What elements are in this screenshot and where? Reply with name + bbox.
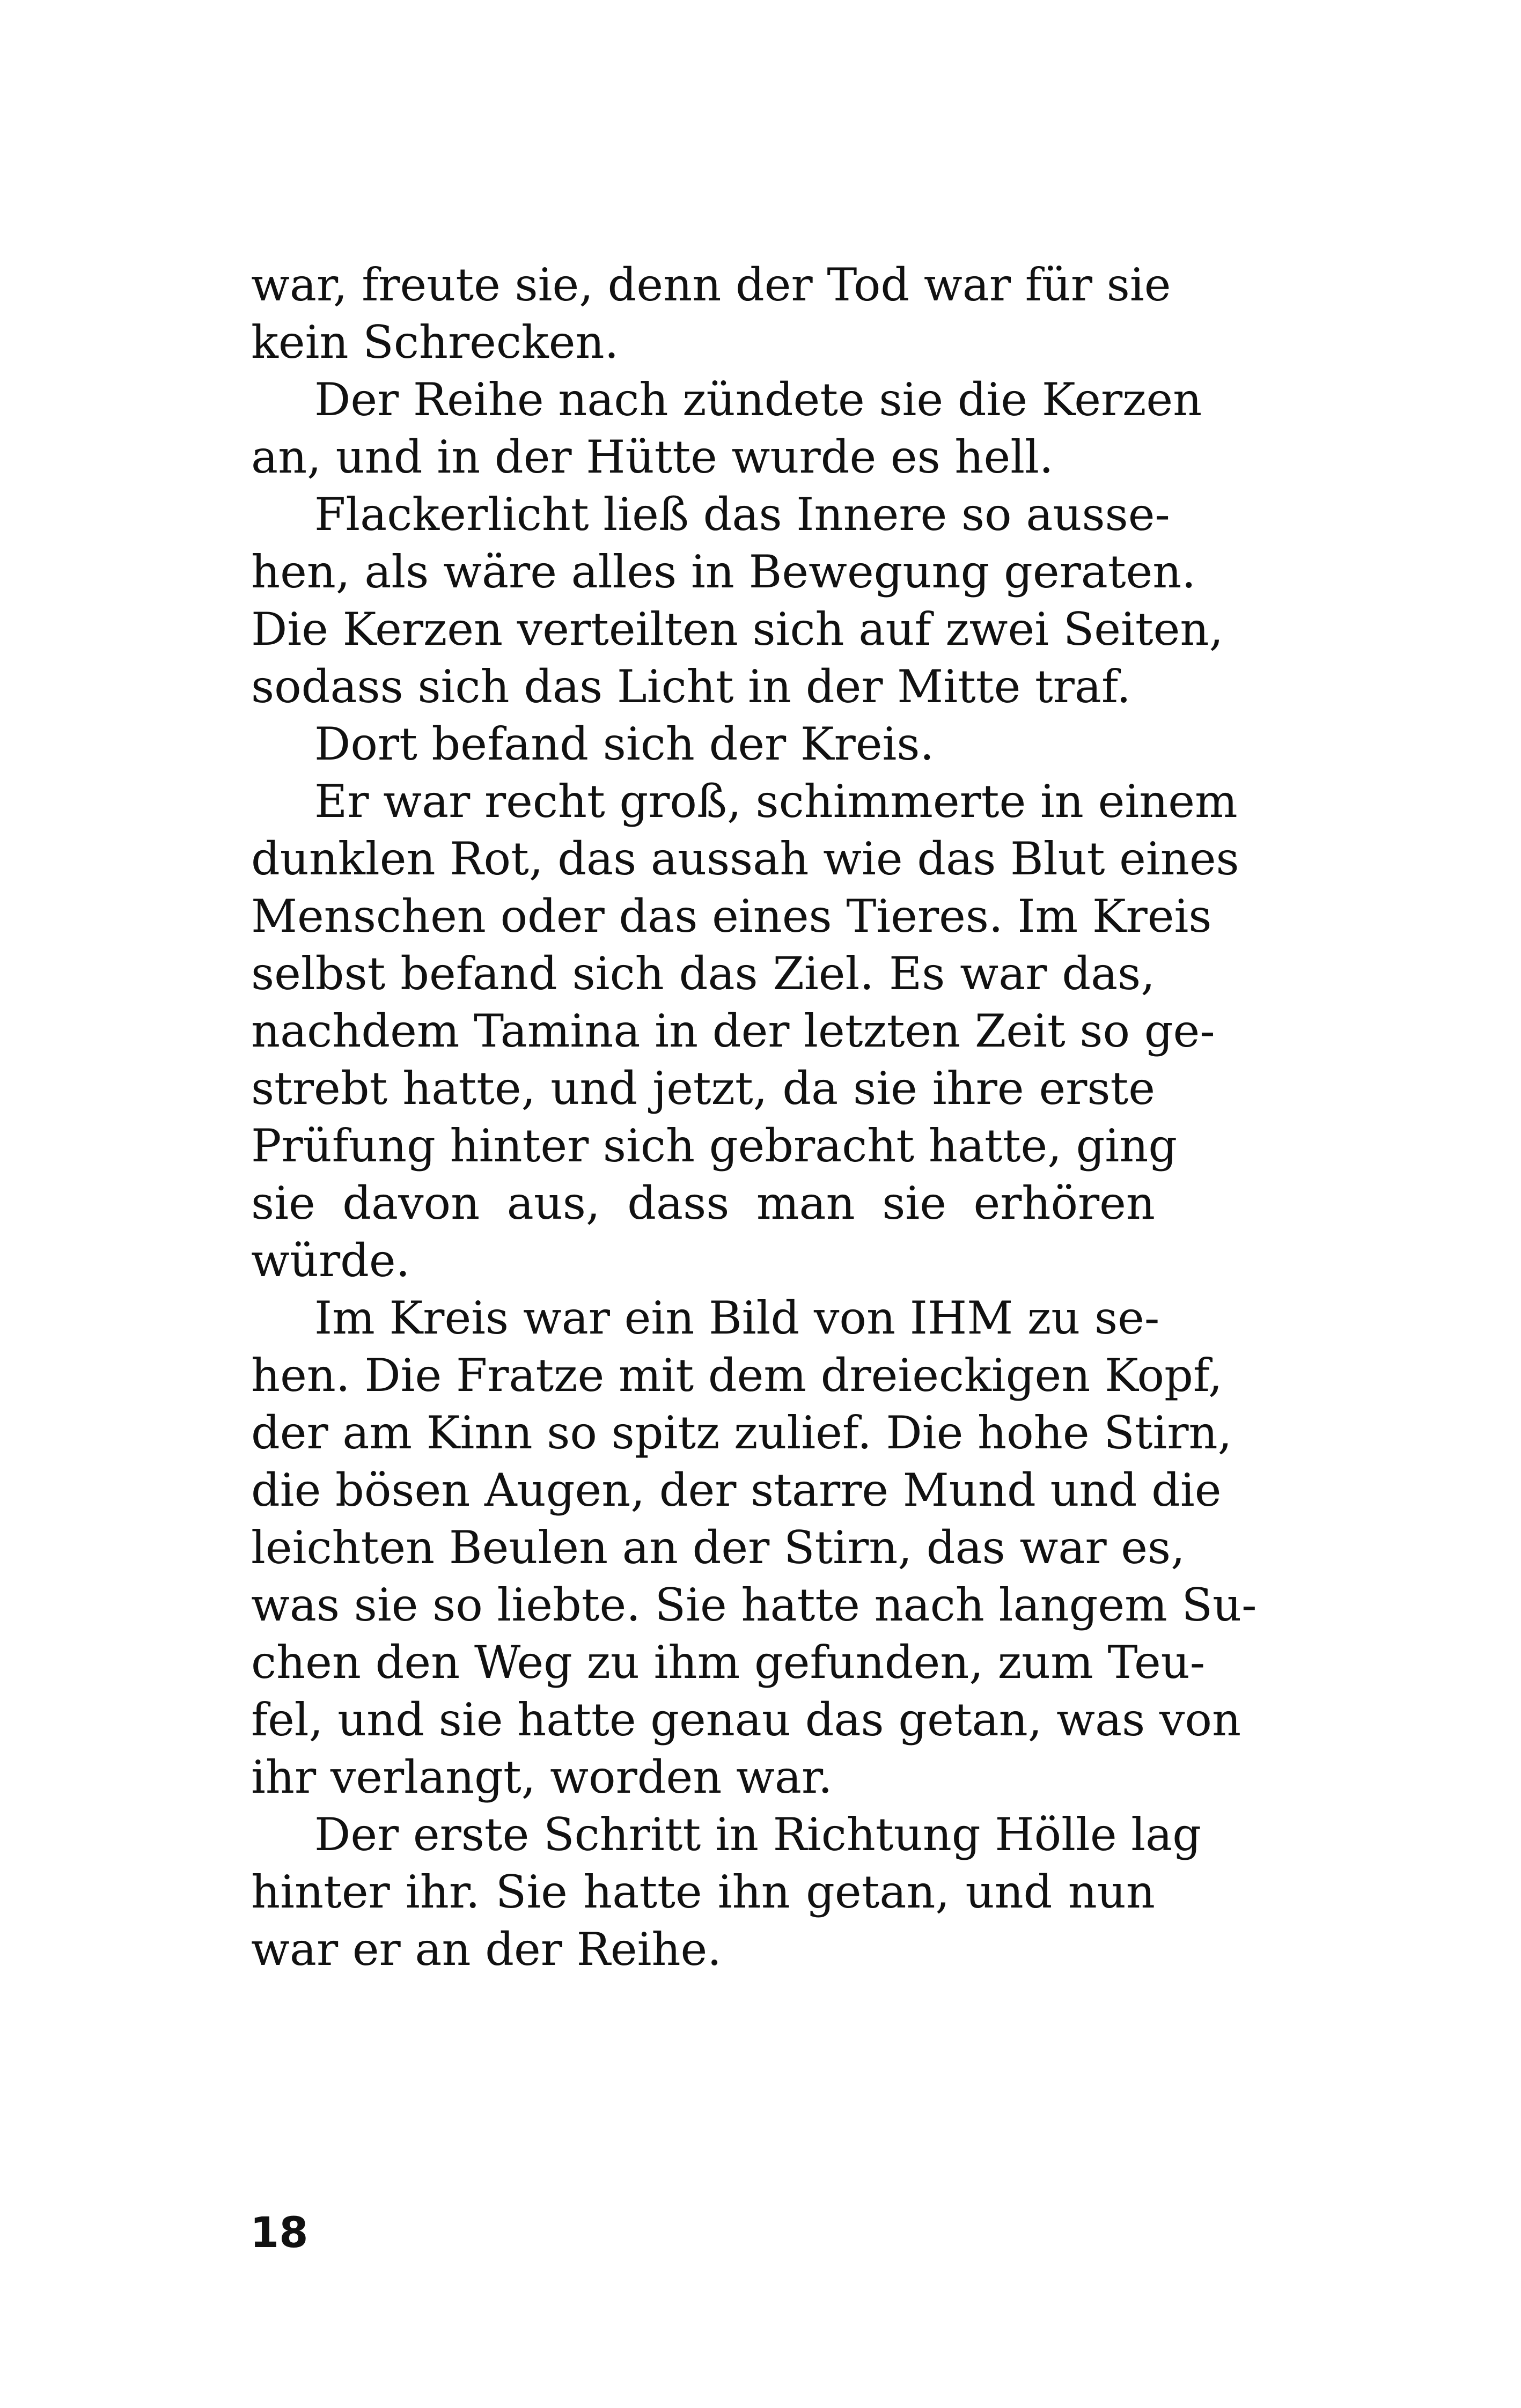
text-line: war, freute sie, denn der Tod war für sie — [251, 259, 1171, 311]
text-line: hinter ihr. Sie hatte ihn getan, und nun — [251, 1866, 1155, 1918]
text-line: Flackerlicht ließ das Innere so ausse- — [314, 488, 1170, 541]
text-line: Die Kerzen verteilten sich auf zwei Seiten, — [251, 603, 1224, 656]
text-line: ihr verlangt, worden war. — [251, 1751, 833, 1803]
text-line: fel, und sie hatte genau das getan, was von — [251, 1693, 1241, 1746]
text-line: Dort befand sich der Kreis. — [314, 718, 935, 770]
text-line: Menschen oder das eines Tieres. Im Kreis — [251, 890, 1212, 942]
text-line: sodass sich das Licht in der Mitte traf. — [251, 660, 1131, 713]
text-line: Prüfung hinter sich gebracht hatte, ging — [251, 1120, 1178, 1172]
text-line: der am Kinn so spitz zulief. Die hohe Stirn, — [251, 1406, 1232, 1459]
text-line: kein Schrecken. — [251, 316, 619, 369]
text-line: leichten Beulen an der Stirn, das war es, — [251, 1521, 1185, 1574]
page-number: 18 — [250, 2209, 308, 2257]
text-line: strebt hatte, und jetzt, da sie ihre erste — [251, 1062, 1155, 1115]
text-line: selbst befand sich das Ziel. Es war das, — [251, 947, 1155, 1000]
text-line: die bösen Augen, der starre Mund und die — [251, 1464, 1222, 1516]
text-line: Der erste Schritt in Richtung Hölle lag — [314, 1808, 1202, 1861]
text-line: dunklen Rot, das aussah wie das Blut eines — [251, 833, 1239, 885]
text-line: sie davon aus, dass man sie erhören — [251, 1177, 1155, 1229]
body-text — [251, 256, 1257, 1978]
text-line: hen. Die Fratze mit dem dreieckigen Kopf, — [251, 1349, 1223, 1402]
text-line: Im Kreis war ein Bild von IHM zu se- — [314, 1292, 1160, 1344]
text-line: chen den Weg zu ihm gefunden, zum Teu- — [251, 1636, 1206, 1689]
text-line: an, und in der Hütte wurde es hell. — [251, 431, 1054, 483]
text-line: Er war recht groß, schimmerte in einem — [314, 775, 1238, 828]
text-line: Der Reihe nach zündete sie die Kerzen — [314, 373, 1202, 426]
text-line: würde. — [251, 1234, 410, 1287]
text-line: hen, als wäre alles in Bewegung geraten. — [251, 546, 1196, 598]
text-line: was sie so liebte. Sie hatte nach langem Su- — [251, 1579, 1257, 1631]
text-line: nachdem Tamina in der letzten Zeit so ge- — [251, 1005, 1215, 1057]
text-line: war er an der Reihe. — [251, 1923, 722, 1976]
